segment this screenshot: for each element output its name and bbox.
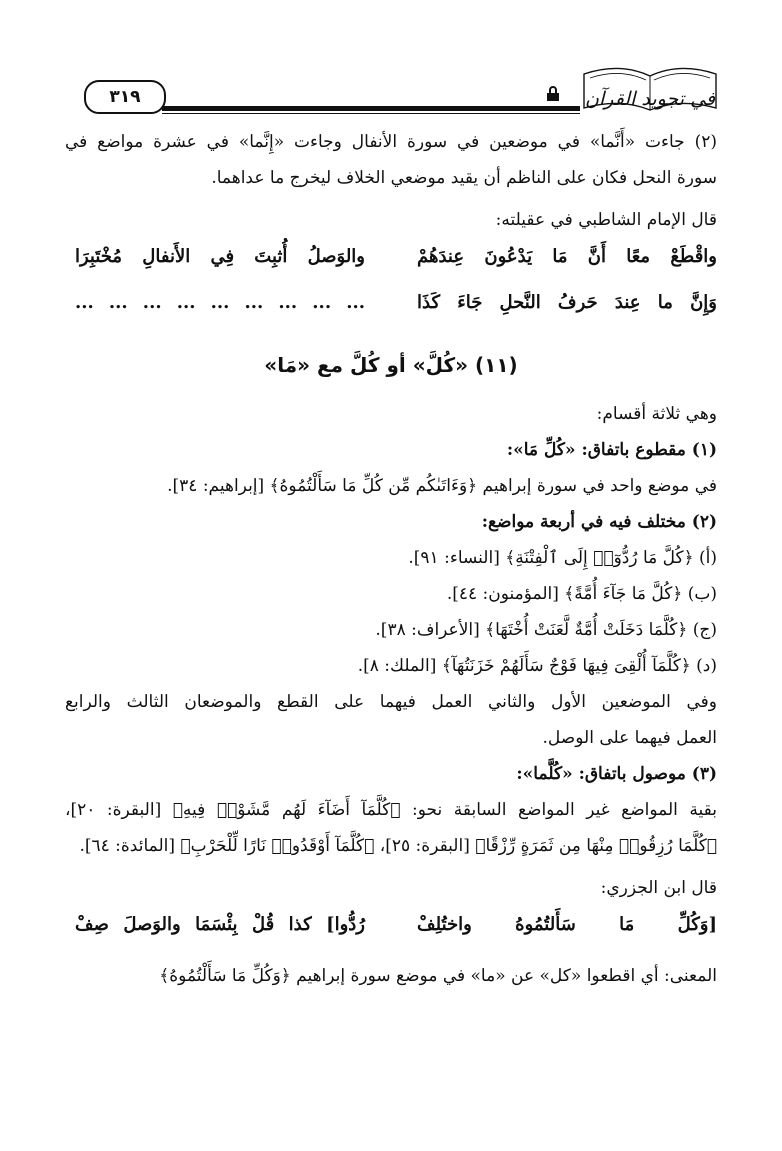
list-item: (أ) ﴿كُلَّ مَا رُدُّوٓا۟ إِلَى ٱلْفِتْنَةِ﴾ [النساء: ٩١].: [408, 548, 717, 568]
paragraph-line: العمل فيهما على الوصل.: [542, 728, 717, 748]
paragraph-line: سورة النحل فكان على الناظم أن يقيد موضعي الخلاف ليخرج ما عداهما.: [211, 168, 717, 188]
list-item: (ب) ﴿كُلَّ مَا جَآءَ أُمَّةً﴾ [المؤمنون: ٤٤].: [446, 584, 717, 604]
paragraph-line: وهي ثلاثة أقسام:: [596, 404, 717, 424]
paragraph-line: المعنى: أي اقطعوا «كل» عن «ما» في موضع سورة إبراهيم ﴿وَكُلِّ مَا سَأَلْتُمُوهُ﴾: [159, 966, 717, 986]
list-item: (ج) ﴿كُلَّمَا دَخَلَتْ أُمَّةٌ لَّعَنَتْ أُخْتَهَا﴾ [الأعراف: ٣٨].: [375, 620, 717, 640]
poem-intro: قال ابن الجزري:: [600, 878, 717, 898]
paragraph-line: بقية المواضع غير المواضع السابقة نحو: ﴿كُلَّمَآ أَضَآءَ لَهُم مَّشَوْا۟ فِيهِ﴾ [البقرة: ٢٠]،: [65, 800, 717, 820]
poem-verse: [65, 906, 717, 952]
subsection-heading: (١) مقطوع باتفاق: «كُلِّ مَا»:: [506, 440, 717, 460]
section-heading: (١١) «كُلَّ» أو كُلَّ مع «مَا»: [264, 353, 518, 377]
paragraph-line: في موضع واحد في سورة إبراهيم ﴿وَءَاتَىٰكُم مِّن كُلِّ مَا سَأَلْتُمُوهُ﴾ [إبراهيم: ٣٤].: [167, 476, 717, 496]
verse-second-hemistich: والوَصلُ أُثبِتَ فِي الأَنفالِ مُخْتَبِرَا: [75, 246, 365, 267]
paragraph-line: وفي الموضعين الأول والثاني العمل فيهما على القطع والموضعان الثالث والرابع: [65, 692, 717, 712]
book-logo: [580, 60, 720, 112]
ornament-icon: [546, 86, 560, 102]
verse-first-hemistich: واقْطَعْ معًا أَنَّ مَا يَدْعُونَ عِندَهُمْ: [417, 246, 717, 267]
page-number-badge: [84, 80, 166, 114]
page-content: [65, 124, 717, 994]
page-header: [70, 60, 720, 118]
book-title: في تجويد القرآن: [584, 88, 716, 110]
paragraph-line: (٢) جاءت «أَنَّما» في موضعين في سورة الأنفال وجاءت «إِنَّما» في عشرة مواضع في: [65, 132, 717, 152]
verse-first-hemistich: وَإِنَّ ما عِندَ حَرفُ النَّحلِ جَاءَ كَذَا: [417, 292, 717, 313]
subsection-heading: (٣) موصول باتفاق: «كُلَّما»:: [516, 764, 717, 784]
page-number: ٣١٩: [109, 87, 141, 107]
header-rule: [162, 106, 580, 111]
verse-first-hemistich: [وَكُلِّ مَا سَأَلتُمُوهُ واختُلِفْ: [417, 914, 717, 935]
verse-second-hemistich: ... ... ... ... ... ... ... ... ...: [75, 292, 365, 313]
header-rule-thin: [162, 113, 580, 114]
paragraph-line: ﴿كُلَّمَا رُزِقُوا۟ مِنْهَا مِن ثَمَرَةٍ رِّزْقًا﴾ [البقرة: ٢٥]، ﴿كُلَّمَآ أَوْقَدُوا۟ نَارًا لِّلْحَرْبِ﴾ [المائدة: ٦٤].: [79, 836, 717, 856]
poem-verse: [65, 238, 717, 284]
subsection-heading: (٢) مختلف فيه في أربعة مواضع:: [481, 512, 717, 532]
verse-second-hemistich: رُدُّوا] كذا قُلْ بِئْسَمَا والوَصلَ صِفْ: [75, 914, 365, 935]
poem-verse: [65, 284, 717, 330]
poem-intro: قال الإمام الشاطبي في عقيلته:: [495, 210, 717, 230]
list-item: (د) ﴿كُلَّمَآ أُلْقِىَ فِيهَا فَوْجٌ سَأَلَهُمْ خَزَنَتُهَآ﴾ [الملك: ٨].: [357, 656, 717, 676]
